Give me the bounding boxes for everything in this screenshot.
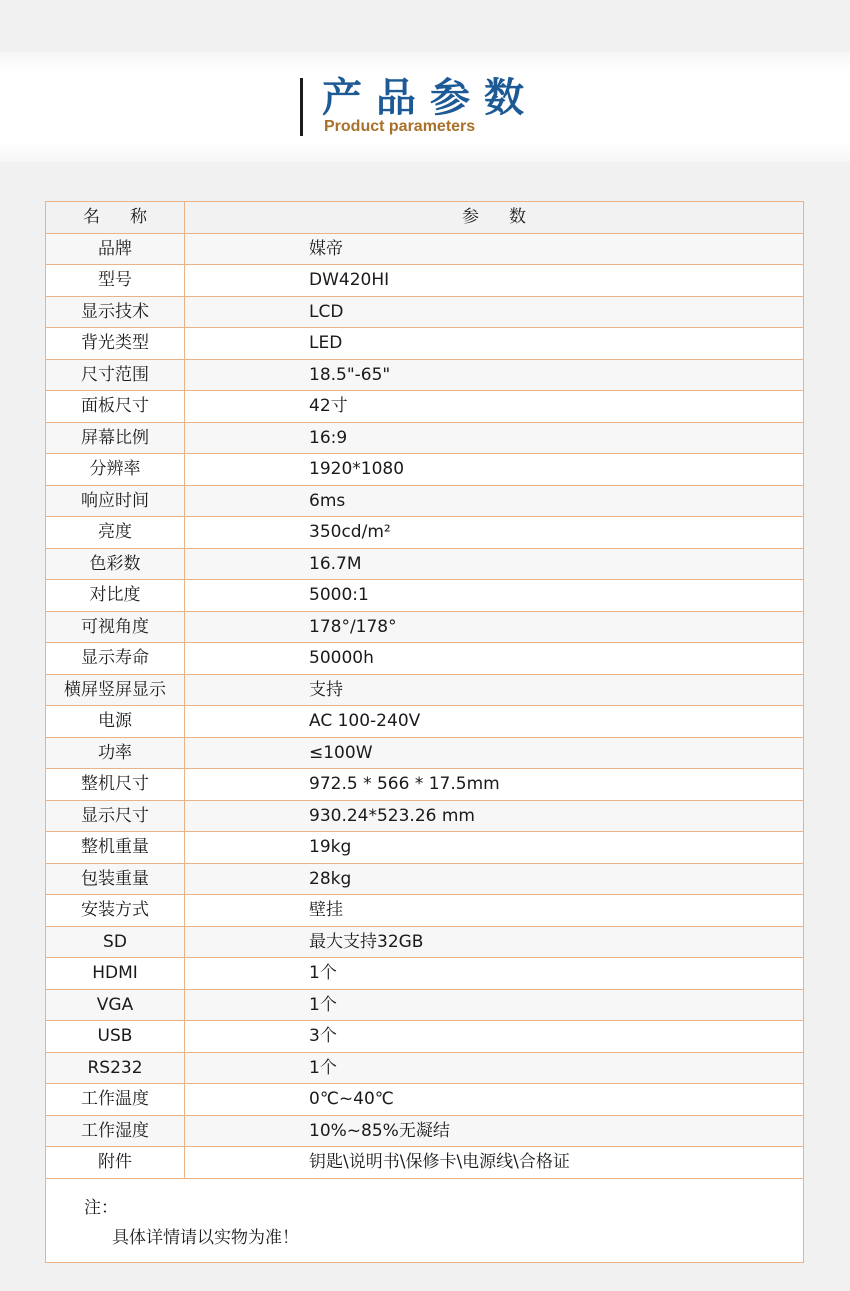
spec-value-cell: 6ms bbox=[185, 485, 804, 517]
header-value-cell bbox=[185, 202, 804, 233]
spec-value-cell: 28kg bbox=[185, 863, 804, 895]
spec-value-cell: ≤100W bbox=[185, 737, 804, 769]
spec-name-cell: 响应时间 bbox=[46, 485, 185, 517]
spec-name-cell: 包装重量 bbox=[46, 863, 185, 895]
table-row bbox=[46, 1147, 803, 1179]
table-row bbox=[46, 1052, 803, 1084]
table-row bbox=[46, 863, 803, 895]
spec-value-cell: AC 100-240V bbox=[185, 706, 804, 738]
table-row bbox=[46, 611, 803, 643]
table-row bbox=[46, 1021, 803, 1053]
table-row bbox=[46, 233, 803, 265]
spec-name-cell: 显示尺寸 bbox=[46, 800, 185, 832]
spec-value-cell: LED bbox=[185, 328, 804, 360]
spec-name-cell: 分辨率 bbox=[46, 454, 185, 486]
table-row bbox=[46, 737, 803, 769]
table-row bbox=[46, 989, 803, 1021]
spec-name-cell: RS232 bbox=[46, 1052, 185, 1084]
spec-name-cell: USB bbox=[46, 1021, 185, 1053]
spec-value-cell: 50000h bbox=[185, 643, 804, 675]
spec-value-cell: 10%~85%无凝结 bbox=[185, 1115, 804, 1147]
spec-name-cell: 附件 bbox=[46, 1147, 185, 1179]
spec-name-cell: 背光类型 bbox=[46, 328, 185, 360]
table-row bbox=[46, 643, 803, 675]
table-row bbox=[46, 485, 803, 517]
spec-name-cell: 整机尺寸 bbox=[46, 769, 185, 801]
table-row bbox=[46, 800, 803, 832]
spec-value-cell: 972.5 * 566 * 17.5mm bbox=[185, 769, 804, 801]
spec-name-cell: 色彩数 bbox=[46, 548, 185, 580]
spec-name-cell: 显示技术 bbox=[46, 296, 185, 328]
spec-name-cell: SD bbox=[46, 926, 185, 958]
table-row bbox=[46, 674, 803, 706]
table-row bbox=[46, 391, 803, 423]
spec-value-cell: 18.5"-65" bbox=[185, 359, 804, 391]
page-title: 产品参数 bbox=[322, 75, 538, 121]
spec-name-cell: 对比度 bbox=[46, 580, 185, 612]
header-name-label: 名称 bbox=[83, 207, 177, 228]
table-row bbox=[46, 769, 803, 801]
spec-value-cell: 钥匙\说明书\保修卡\电源线\合格证 bbox=[185, 1147, 804, 1179]
spec-name-cell: 型号 bbox=[46, 265, 185, 297]
spec-value-cell: 42寸 bbox=[185, 391, 804, 423]
spec-value-cell: 16.7M bbox=[185, 548, 804, 580]
table-row bbox=[46, 1084, 803, 1116]
spec-value-cell: DW420HI bbox=[185, 265, 804, 297]
table-row bbox=[46, 706, 803, 738]
spec-name-cell: 可视角度 bbox=[46, 611, 185, 643]
table-row bbox=[46, 296, 803, 328]
spec-name-cell: 面板尺寸 bbox=[46, 391, 185, 423]
spec-value-cell: 0℃~40℃ bbox=[185, 1084, 804, 1116]
spec-value-cell: 16:9 bbox=[185, 422, 804, 454]
table-row bbox=[46, 1115, 803, 1147]
spec-name-cell: 尺寸范围 bbox=[46, 359, 185, 391]
spec-table-body bbox=[46, 202, 803, 1178]
spec-value-cell: 1920*1080 bbox=[185, 454, 804, 486]
header-name-cell bbox=[46, 202, 185, 233]
page-subtitle: Product parameters bbox=[324, 118, 476, 135]
spec-value-cell: LCD bbox=[185, 296, 804, 328]
spec-name-cell: HDMI bbox=[46, 958, 185, 990]
table-row bbox=[46, 265, 803, 297]
spec-table bbox=[45, 201, 804, 1263]
header-value-label: 参数 bbox=[462, 207, 556, 228]
spec-name-cell: 电源 bbox=[46, 706, 185, 738]
table-row bbox=[46, 359, 803, 391]
table-row bbox=[46, 832, 803, 864]
spec-value-cell: 1个 bbox=[185, 1052, 804, 1084]
spec-name-cell: 横屏竖屏显示 bbox=[46, 674, 185, 706]
spec-name-cell: 工作温度 bbox=[46, 1084, 185, 1116]
table-row bbox=[46, 926, 803, 958]
table-row bbox=[46, 454, 803, 486]
note-text: 具体详情请以实物为准！ bbox=[112, 1228, 299, 1248]
spec-name-cell: 屏幕比例 bbox=[46, 422, 185, 454]
spec-name-cell: 安装方式 bbox=[46, 895, 185, 927]
spec-name-cell: VGA bbox=[46, 989, 185, 1021]
spec-value-cell: 最大支持32GB bbox=[185, 926, 804, 958]
note-label: 注： bbox=[84, 1198, 118, 1218]
table-row bbox=[46, 895, 803, 927]
spec-name-cell: 亮度 bbox=[46, 517, 185, 549]
header-divider-bar bbox=[300, 78, 303, 136]
spec-value-cell: 178°/178° bbox=[185, 611, 804, 643]
spec-value-cell: 930.24*523.26 mm bbox=[185, 800, 804, 832]
table-row bbox=[46, 580, 803, 612]
spec-name-cell: 整机重量 bbox=[46, 832, 185, 864]
table-header-row bbox=[46, 202, 803, 233]
spec-value-cell: 支持 bbox=[185, 674, 804, 706]
spec-value-cell: 5000:1 bbox=[185, 580, 804, 612]
table-row bbox=[46, 517, 803, 549]
spec-value-cell: 壁挂 bbox=[185, 895, 804, 927]
spec-value-cell: 19kg bbox=[185, 832, 804, 864]
spec-name-cell: 显示寿命 bbox=[46, 643, 185, 675]
spec-value-cell: 350cd/m² bbox=[185, 517, 804, 549]
spec-value-cell: 3个 bbox=[185, 1021, 804, 1053]
spec-value-cell: 1个 bbox=[185, 989, 804, 1021]
spec-name-cell: 功率 bbox=[46, 737, 185, 769]
table-row bbox=[46, 548, 803, 580]
spec-name-cell: 品牌 bbox=[46, 233, 185, 265]
spec-name-cell: 工作湿度 bbox=[46, 1115, 185, 1147]
spec-value-cell: 1个 bbox=[185, 958, 804, 990]
table-row bbox=[46, 958, 803, 990]
table-row bbox=[46, 328, 803, 360]
spec-value-cell: 媒帝 bbox=[185, 233, 804, 265]
table-row bbox=[46, 422, 803, 454]
